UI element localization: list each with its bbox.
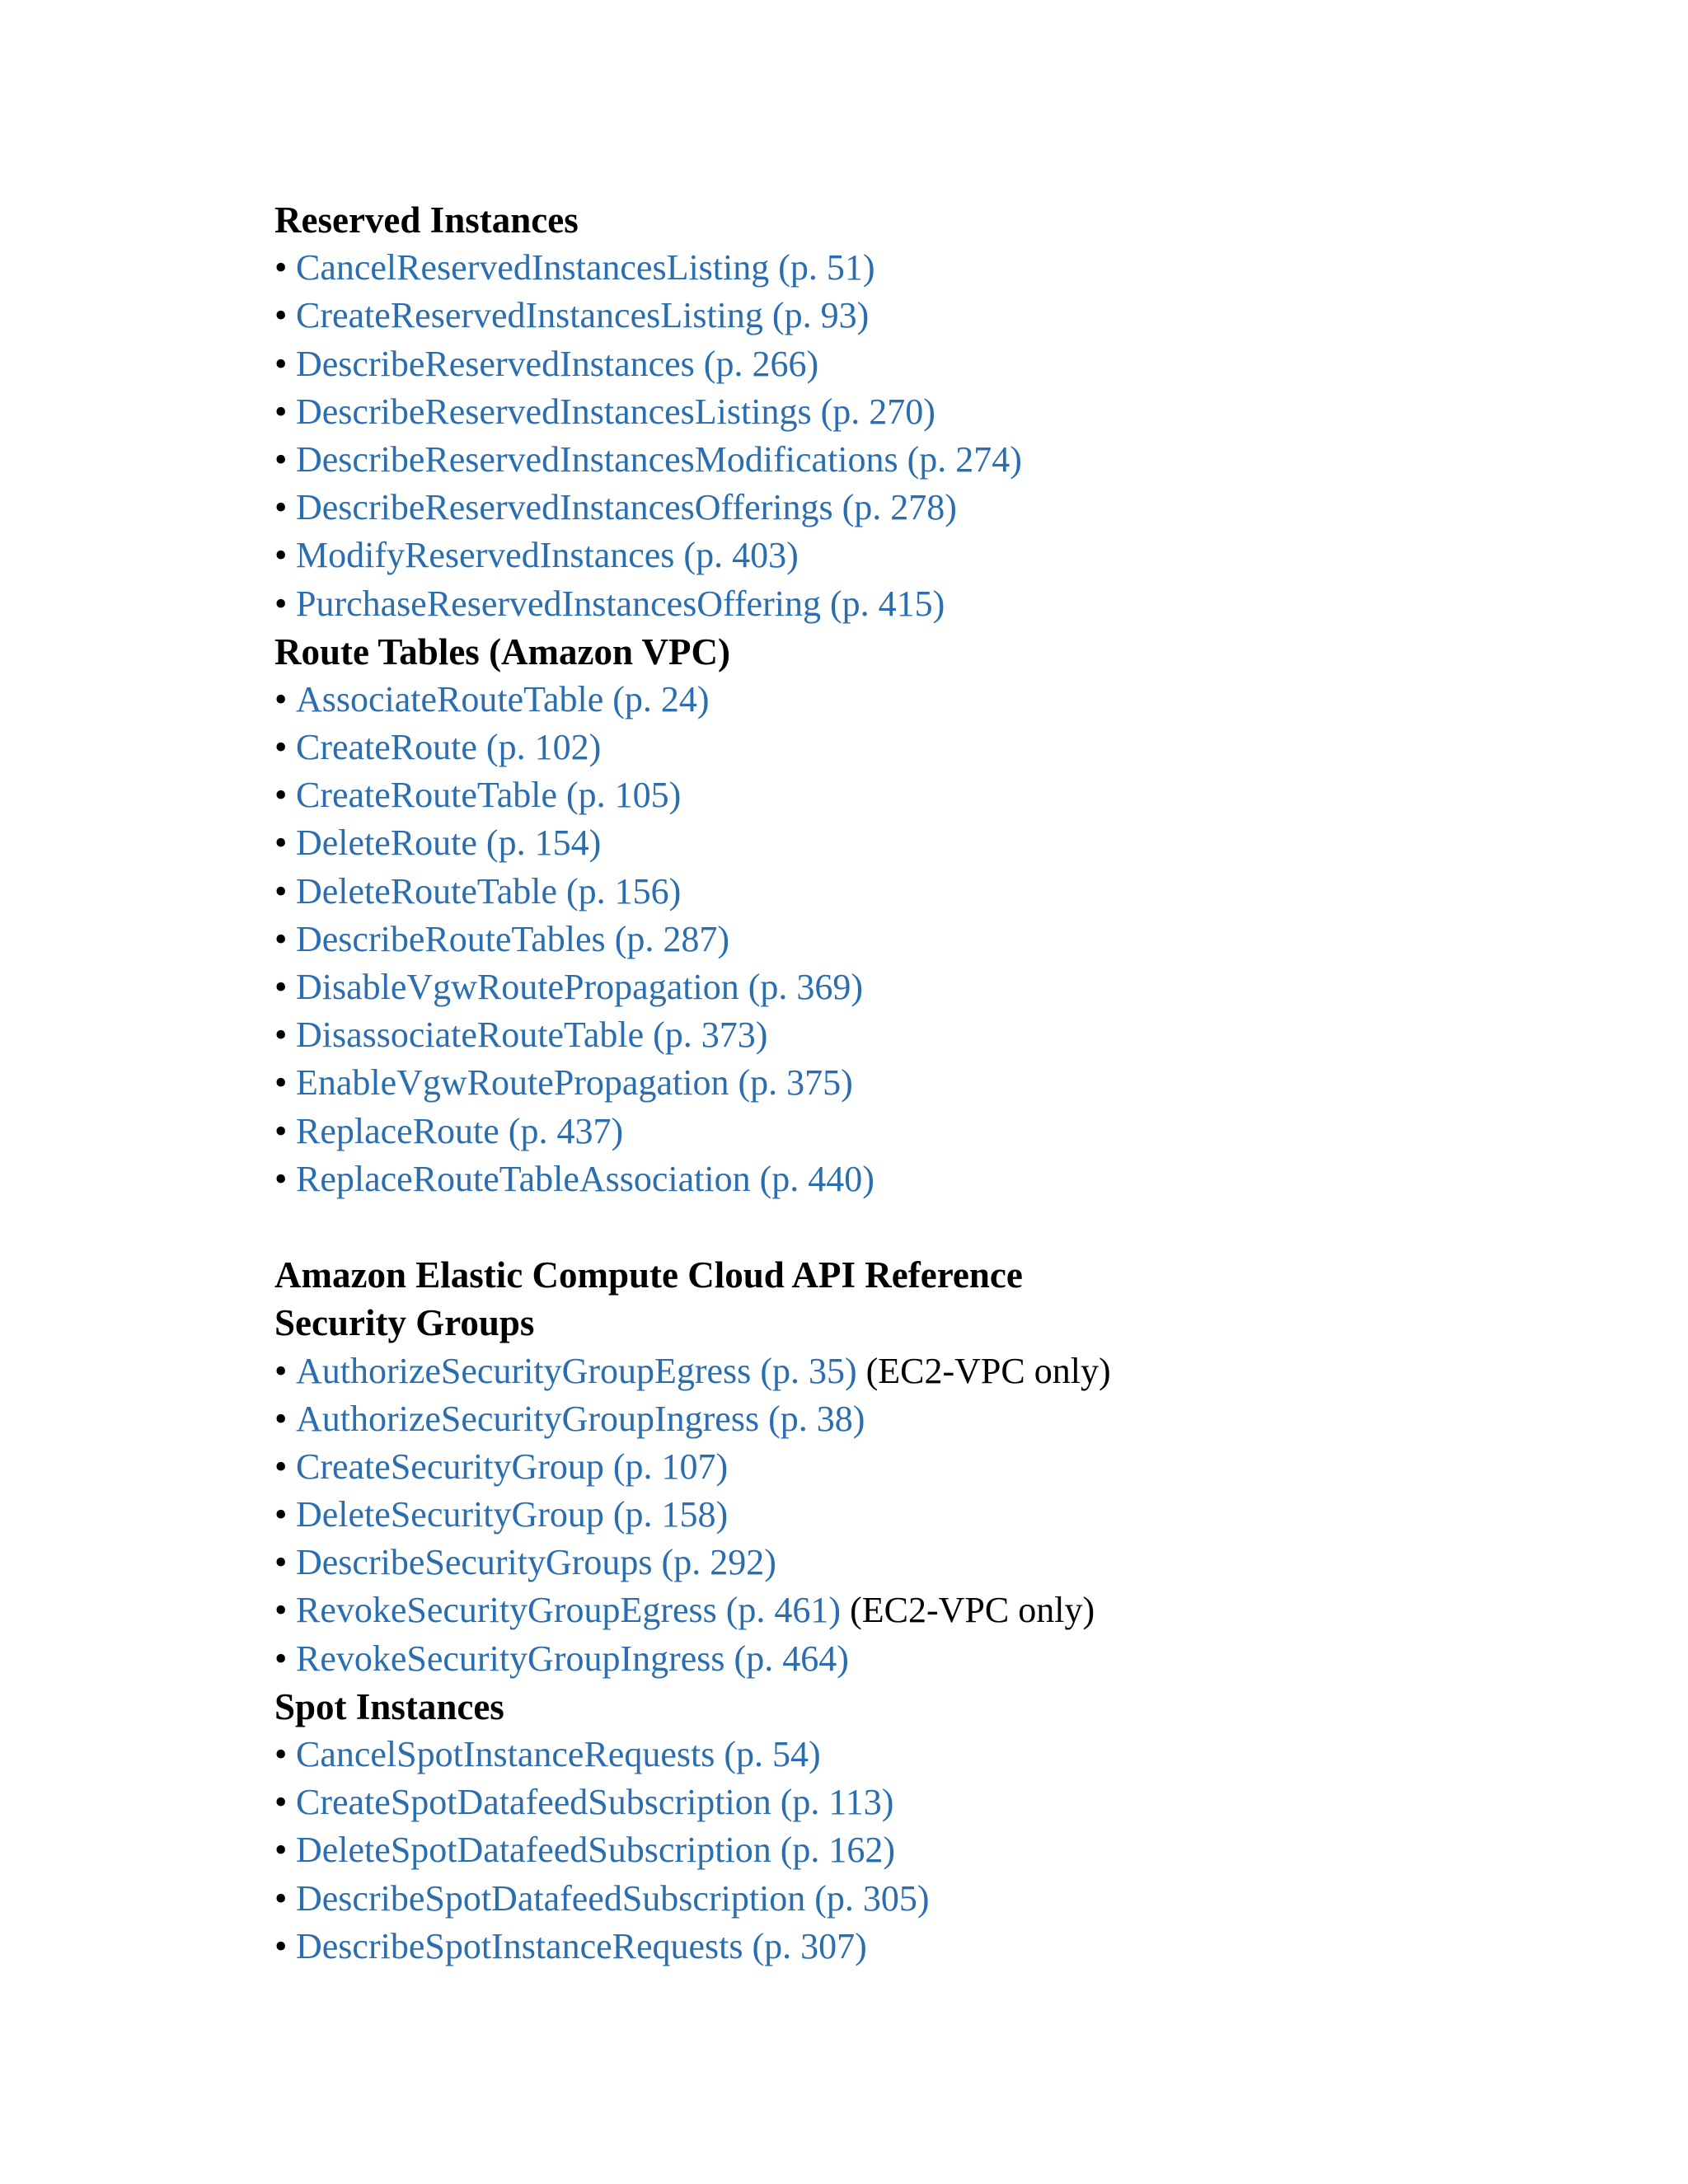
link-purchase-reserved-instances-offering[interactable] <box>296 583 945 624</box>
list-item <box>274 1395 1593 1443</box>
list-item <box>274 868 1593 916</box>
link-describe-spot-datafeed-subscription[interactable] <box>296 1878 930 1919</box>
page-reference: (p. 154) <box>485 823 602 864</box>
link-authorize-security-group-ingress[interactable] <box>296 1399 865 1439</box>
link-label: DescribeSpotInstanceRequests <box>296 1925 743 1966</box>
page-reference: (p. 24) <box>612 678 710 719</box>
link-create-spot-datafeed-subscription[interactable] <box>296 1782 893 1822</box>
page-reference: (p. 278) <box>842 487 957 528</box>
link-create-route[interactable] <box>296 727 601 767</box>
page-reference: (p. 415) <box>829 583 945 624</box>
link-describe-reserved-instances-offerings[interactable] <box>296 487 957 527</box>
link-label: DescribeSecurityGroups <box>296 1542 653 1583</box>
bullet-icon: • <box>274 295 288 336</box>
bullet-icon: • <box>274 1350 288 1391</box>
page-reference: (p. 93) <box>771 295 870 336</box>
link-label: ReplaceRoute <box>296 1110 499 1151</box>
link-describe-reserved-instances-modifications[interactable] <box>296 439 1022 480</box>
list-item <box>274 771 1593 819</box>
page-reference: (p. 464) <box>734 1638 849 1679</box>
link-label: PurchaseReservedInstancesOffering <box>296 583 821 624</box>
bullet-icon: • <box>274 1590 288 1631</box>
link-cancel-spot-instance-requests[interactable] <box>296 1734 821 1774</box>
document-title: Amazon Elastic Compute Cloud API Reference <box>274 1254 1023 1296</box>
link-label: CreateSecurityGroup <box>296 1446 604 1487</box>
list-item <box>274 1875 1593 1923</box>
bullet-icon: • <box>274 1110 288 1151</box>
list-item <box>274 1635 1593 1683</box>
link-create-reserved-instances-listing[interactable] <box>296 295 869 335</box>
link-label: DeleteRoute <box>296 823 477 864</box>
link-modify-reserved-instances[interactable] <box>296 535 799 575</box>
link-label: AuthorizeSecurityGroupEgress <box>296 1350 752 1391</box>
page-reference: (p. 274) <box>907 438 1022 480</box>
link-label: AuthorizeSecurityGroupIngress <box>296 1398 760 1439</box>
bullet-icon: • <box>274 247 288 288</box>
link-describe-route-tables[interactable] <box>296 919 729 959</box>
list-item <box>274 580 1593 628</box>
bullet-icon: • <box>274 1925 288 1966</box>
page-reference: (p. 440) <box>759 1158 874 1199</box>
bullet-icon: • <box>274 1015 288 1056</box>
platform-note: (EC2-VPC only) <box>850 1590 1095 1631</box>
link-create-security-group[interactable] <box>296 1446 728 1487</box>
list-item <box>274 340 1593 388</box>
page-reference: (p. 266) <box>703 343 819 384</box>
link-label: DisassociateRouteTable <box>296 1015 645 1056</box>
link-label: DeleteSecurityGroup <box>296 1494 604 1535</box>
list-item <box>274 916 1593 963</box>
link-label: CreateRoute <box>296 727 477 768</box>
bullet-icon: • <box>274 1446 288 1487</box>
bullet-icon: • <box>274 391 288 432</box>
page-reference: (p. 305) <box>814 1877 930 1919</box>
list-item <box>274 484 1593 532</box>
page-reference: (p. 162) <box>780 1830 896 1871</box>
bullet-icon: • <box>274 1877 288 1919</box>
page-reference: (p. 35) <box>760 1350 857 1391</box>
link-delete-security-group[interactable] <box>296 1494 728 1535</box>
link-label: RevokeSecurityGroupIngress <box>296 1638 725 1679</box>
link-label: DeleteRouteTable <box>296 870 558 912</box>
bullet-icon: • <box>274 678 288 719</box>
list-item <box>274 724 1593 771</box>
bullet-icon: • <box>274 535 288 576</box>
link-cancel-reserved-instances-listing[interactable] <box>296 247 875 288</box>
bullet-icon: • <box>274 918 288 959</box>
link-label: DeleteSpotDatafeedSubscription <box>296 1830 771 1871</box>
link-label: CancelSpotInstanceRequests <box>296 1734 715 1774</box>
link-label: DescribeReservedInstancesListings <box>296 391 812 432</box>
link-disable-vgw-route-propagation[interactable] <box>296 967 863 1007</box>
link-delete-route[interactable] <box>296 823 601 863</box>
bullet-icon: • <box>274 1398 288 1439</box>
page-reference: (p. 373) <box>653 1015 768 1056</box>
link-create-route-table[interactable] <box>296 775 681 815</box>
link-label: EnableVgwRoutePropagation <box>296 1062 729 1104</box>
page-reference: (p. 158) <box>612 1494 729 1535</box>
bullet-icon: • <box>274 487 288 528</box>
link-label: AssociateRouteTable <box>296 678 604 719</box>
list-item <box>274 819 1593 867</box>
bullet-icon: • <box>274 1062 288 1104</box>
section-heading-spot-instances: Spot Instances <box>274 1685 504 1727</box>
page-reference: (p. 113) <box>780 1782 894 1823</box>
page-reference: (p. 54) <box>724 1734 821 1774</box>
list-item <box>274 1779 1593 1826</box>
page-reference: (p. 307) <box>752 1925 867 1966</box>
section-heading-route-tables-amazon-vpc: Route Tables (Amazon VPC) <box>274 630 730 673</box>
page-reference: (p. 105) <box>566 775 682 816</box>
link-label: CreateRouteTable <box>296 775 558 816</box>
link-describe-security-groups[interactable] <box>296 1542 776 1582</box>
page-reference: (p. 51) <box>778 247 875 288</box>
link-disassociate-route-table[interactable] <box>296 1015 767 1055</box>
link-describe-spot-instance-requests[interactable] <box>296 1926 867 1966</box>
section-heading-reserved-instances: Reserved Instances <box>274 199 579 241</box>
link-authorize-security-group-egress[interactable] <box>296 1351 857 1391</box>
list-item <box>274 1923 1593 1971</box>
link-label: DescribeSpotDatafeedSubscription <box>296 1877 806 1919</box>
section-heading-security-groups: Security Groups <box>274 1302 535 1344</box>
link-label: DescribeRouteTables <box>296 918 606 959</box>
page-reference: (p. 270) <box>820 391 935 432</box>
list-item <box>274 1826 1593 1874</box>
list-item <box>274 1586 1593 1634</box>
page-reference: (p. 369) <box>748 967 864 1007</box>
platform-note: (EC2-VPC only) <box>865 1350 1111 1391</box>
list-item <box>274 1155 1593 1203</box>
link-associate-route-table[interactable] <box>296 679 710 719</box>
link-label: CancelReservedInstancesListing <box>296 247 770 288</box>
list-item <box>274 292 1593 340</box>
list-item <box>274 1443 1593 1491</box>
list-item <box>274 1347 1593 1395</box>
link-label: ReplaceRouteTableAssociation <box>296 1158 751 1199</box>
bullet-icon: • <box>274 1734 288 1774</box>
link-label: RevokeSecurityGroupEgress <box>296 1590 717 1631</box>
page-reference: (p. 102) <box>485 727 602 768</box>
bullet-icon: • <box>274 1782 288 1823</box>
page-reference: (p. 38) <box>768 1398 865 1439</box>
link-replace-route[interactable] <box>296 1111 623 1151</box>
link-label: DescribeReservedInstancesOfferings <box>296 487 833 528</box>
bullet-icon: • <box>274 727 288 768</box>
section-spacer <box>274 1203 1593 1251</box>
list-item <box>274 244 1593 292</box>
link-describe-reserved-instances-listings[interactable] <box>296 391 935 432</box>
page-reference: (p. 437) <box>508 1110 624 1151</box>
link-revoke-security-group-egress[interactable] <box>296 1590 841 1630</box>
bullet-icon: • <box>274 1830 288 1871</box>
list-item <box>274 676 1593 724</box>
link-label: DescribeReservedInstances <box>296 343 695 384</box>
bullet-icon: • <box>274 1542 288 1583</box>
list-item <box>274 436 1593 484</box>
page-reference: (p. 107) <box>612 1446 729 1487</box>
list-item <box>274 388 1593 436</box>
link-replace-route-table-association[interactable] <box>296 1159 874 1199</box>
bullet-icon: • <box>274 583 288 624</box>
page-reference: (p. 292) <box>661 1542 776 1583</box>
document-body <box>274 196 1593 1971</box>
page-reference: (p. 461) <box>725 1590 842 1631</box>
list-item <box>274 963 1593 1011</box>
bullet-icon: • <box>274 438 288 480</box>
link-revoke-security-group-ingress[interactable] <box>296 1638 849 1679</box>
list-item <box>274 1011 1593 1059</box>
bullet-icon: • <box>274 870 288 912</box>
list-item <box>274 1539 1593 1586</box>
link-enable-vgw-route-propagation[interactable] <box>296 1062 853 1103</box>
page-reference: (p. 375) <box>738 1062 853 1104</box>
link-label: DisableVgwRoutePropagation <box>296 967 739 1007</box>
link-label: ModifyReservedInstances <box>296 535 675 576</box>
page-reference: (p. 287) <box>614 918 729 959</box>
page-reference: (p. 156) <box>566 870 682 912</box>
link-delete-spot-datafeed-subscription[interactable] <box>296 1830 895 1870</box>
list-item <box>274 1731 1593 1779</box>
bullet-icon: • <box>274 343 288 384</box>
bullet-icon: • <box>274 1494 288 1535</box>
list-item <box>274 1108 1593 1155</box>
bullet-icon: • <box>274 775 288 816</box>
bullet-icon: • <box>274 823 288 864</box>
link-label: DescribeReservedInstancesModifications <box>296 438 898 480</box>
link-label: CreateReservedInstancesListing <box>296 295 763 336</box>
list-item <box>274 532 1593 579</box>
page-reference: (p. 403) <box>683 535 799 576</box>
bullet-icon: • <box>274 967 288 1007</box>
link-delete-route-table[interactable] <box>296 871 681 912</box>
list-item <box>274 1059 1593 1107</box>
list-item <box>274 1491 1593 1539</box>
link-label: CreateSpotDatafeedSubscription <box>296 1782 771 1823</box>
link-describe-reserved-instances[interactable] <box>296 344 818 384</box>
bullet-icon: • <box>274 1158 288 1199</box>
bullet-icon: • <box>274 1638 288 1679</box>
